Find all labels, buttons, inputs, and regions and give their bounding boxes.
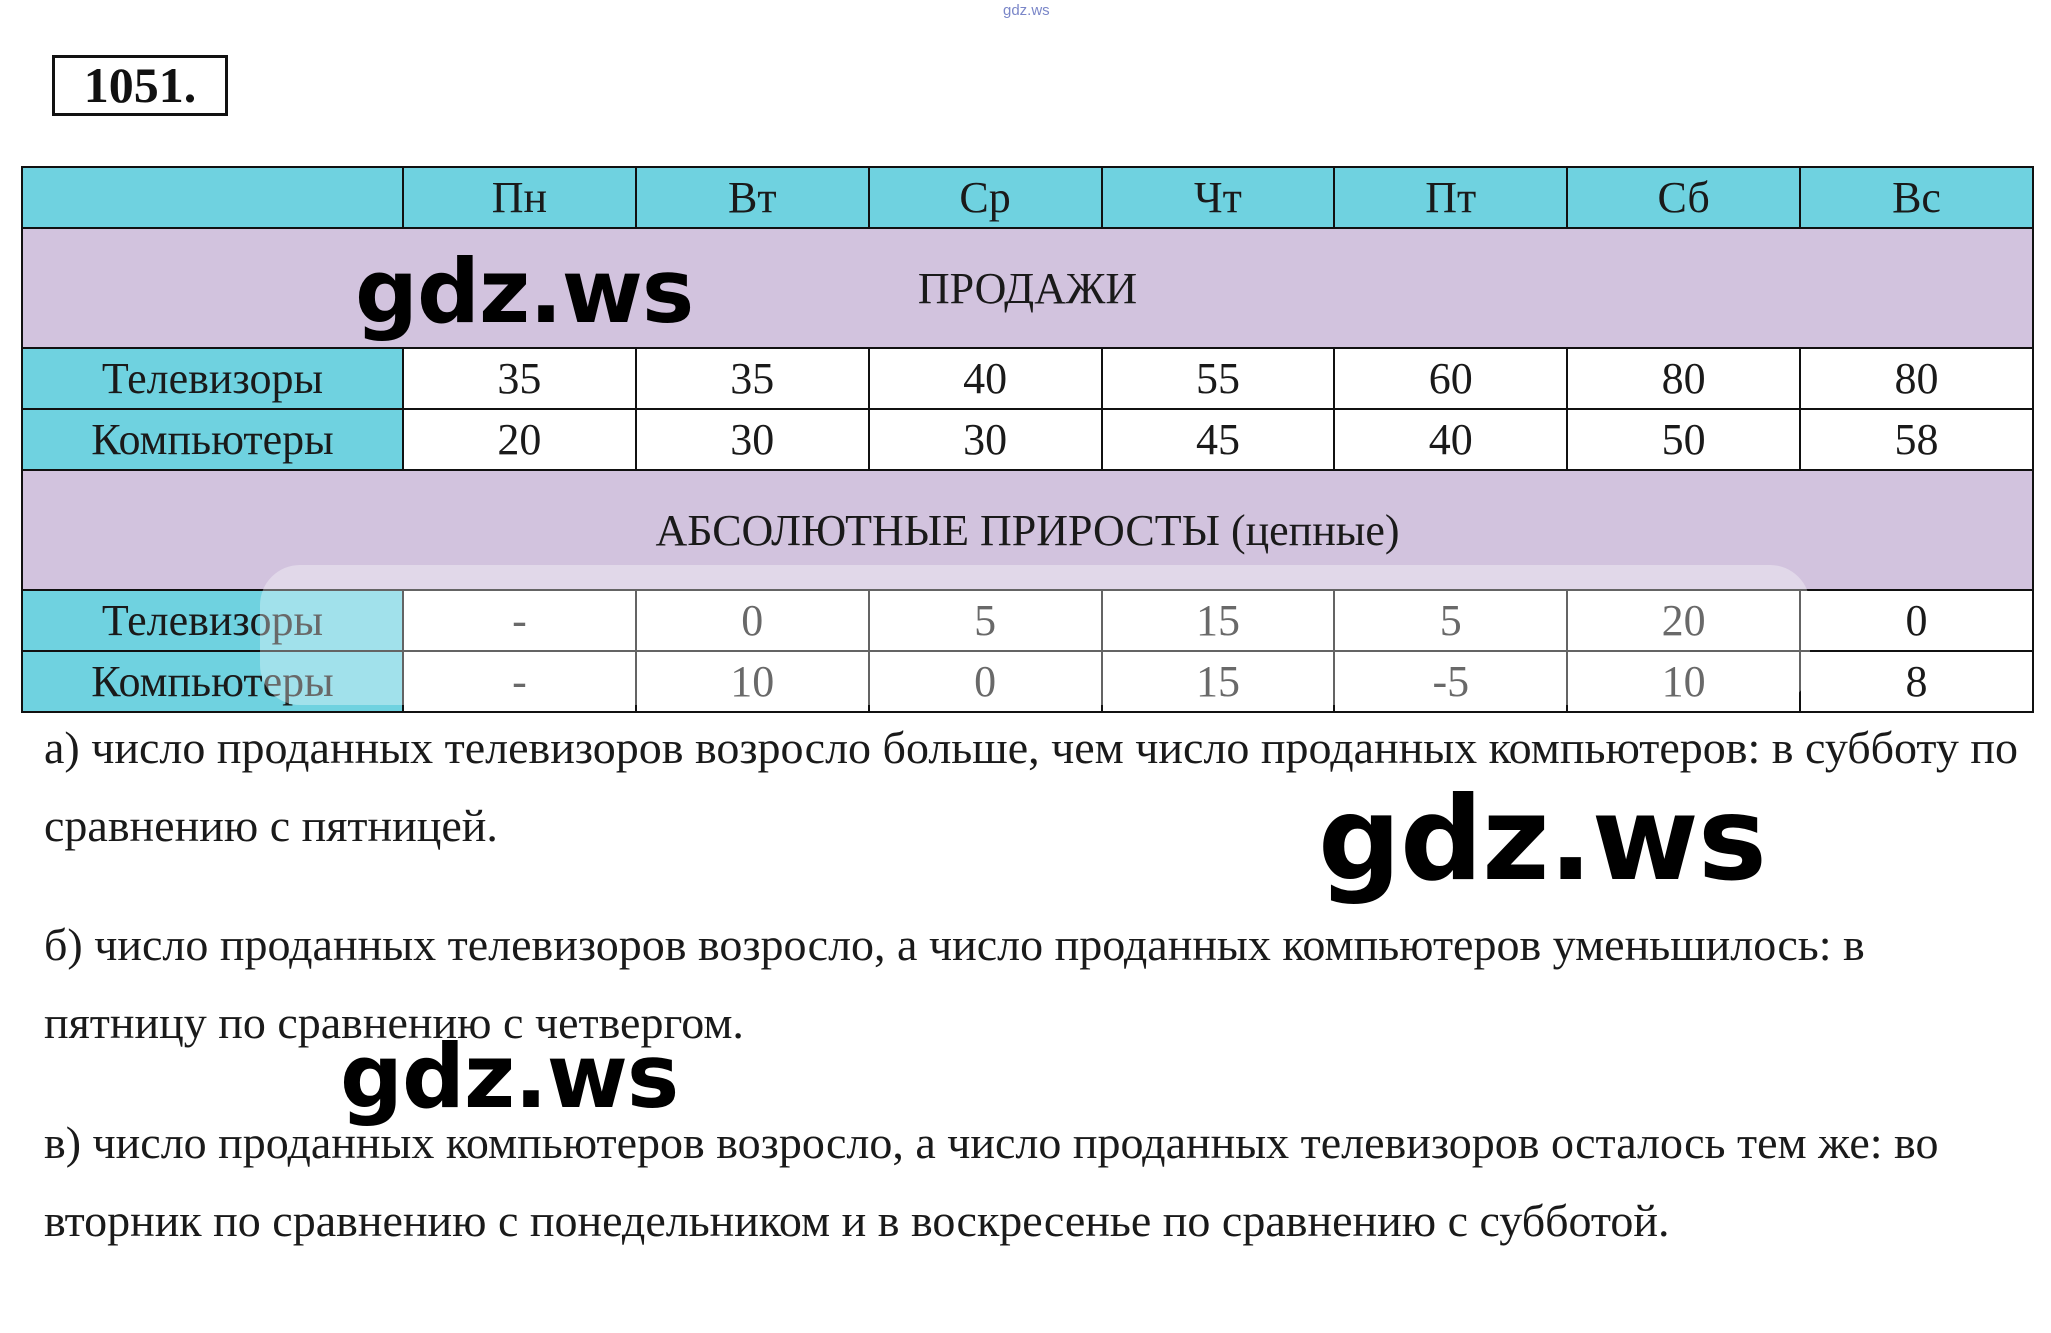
table-cell: 40 (869, 348, 1102, 409)
table-cell: 0 (869, 651, 1102, 712)
watermark-logo: gdz.ws (1318, 772, 1766, 907)
table-cell: 15 (1102, 651, 1335, 712)
table-cell: 15 (1102, 590, 1335, 651)
table-cell: 0 (1800, 590, 2033, 651)
table-row (22, 590, 2033, 651)
table-cell: 30 (636, 409, 869, 470)
header-cell: Вт (636, 167, 869, 228)
table-cell: - (403, 651, 636, 712)
header-cell: Ср (869, 167, 1102, 228)
answer-a: а) число проданных телевизоров возросло больше, чем число проданных компьютеров: в субботу по сравнению с пятницей. (44, 722, 2019, 851)
section-title-growth: АБСОЛЮТНЫЕ ПРИРОСТЫ (цепные) (22, 470, 2033, 590)
table-cell: 80 (1800, 348, 2033, 409)
watermark-logo: gdz.ws (355, 240, 694, 343)
table-cell: 5 (869, 590, 1102, 651)
table-cell: 80 (1567, 348, 1800, 409)
table-row (22, 651, 2033, 712)
header-cell: Вс (1800, 167, 2033, 228)
table-cell: 30 (869, 409, 1102, 470)
table-cell: 5 (1334, 590, 1567, 651)
problem-number: 1051. (52, 55, 228, 116)
watermark-logo: gdz.ws (340, 1025, 679, 1128)
site-mark: gdz.ws (1003, 2, 1050, 19)
table-cell: 58 (1800, 409, 2033, 470)
table-cell: 20 (403, 409, 636, 470)
table-cell: 20 (1567, 590, 1800, 651)
table-cell: 40 (1334, 409, 1567, 470)
row-label: Компьютеры (22, 409, 403, 470)
table-cell: 10 (636, 651, 869, 712)
header-cell: Чт (1102, 167, 1335, 228)
header-cell: Пт (1334, 167, 1567, 228)
answer-b: б) число проданных телевизоров возросло, а число проданных компьютеров уменьшилось: в пятницу по сравнению с четвергом. (44, 919, 1865, 1048)
section-title-sales: ПРОДАЖИ (22, 228, 2033, 348)
table-cell: 55 (1102, 348, 1335, 409)
table-row (22, 348, 2033, 409)
table-cell: 45 (1102, 409, 1335, 470)
table-cell: -5 (1334, 651, 1567, 712)
row-label: Компьютеры (22, 651, 403, 712)
table-cell: 35 (403, 348, 636, 409)
header-cell: Пн (403, 167, 636, 228)
table-cell: 35 (636, 348, 869, 409)
table-cell: 8 (1800, 651, 2033, 712)
section-row-growth (22, 470, 2033, 590)
row-label: Телевизоры (22, 590, 403, 651)
table-cell: - (403, 590, 636, 651)
table-header-row (22, 167, 2033, 228)
header-cell (22, 167, 403, 228)
header-cell: Сб (1567, 167, 1800, 228)
answer-c: в) число проданных компьютеров возросло, а число проданных телевизоров осталось тем же: во вторник по сравнению с понедельником и в воскресенье по сравнению с субботой. (44, 1117, 1939, 1246)
table-cell: 50 (1567, 409, 1800, 470)
table-cell: 60 (1334, 348, 1567, 409)
table-cell: 10 (1567, 651, 1800, 712)
sales-table (21, 166, 2034, 713)
row-label: Телевизоры (22, 348, 403, 409)
table-cell: 0 (636, 590, 869, 651)
section-row-sales (22, 228, 2033, 348)
table-row (22, 409, 2033, 470)
